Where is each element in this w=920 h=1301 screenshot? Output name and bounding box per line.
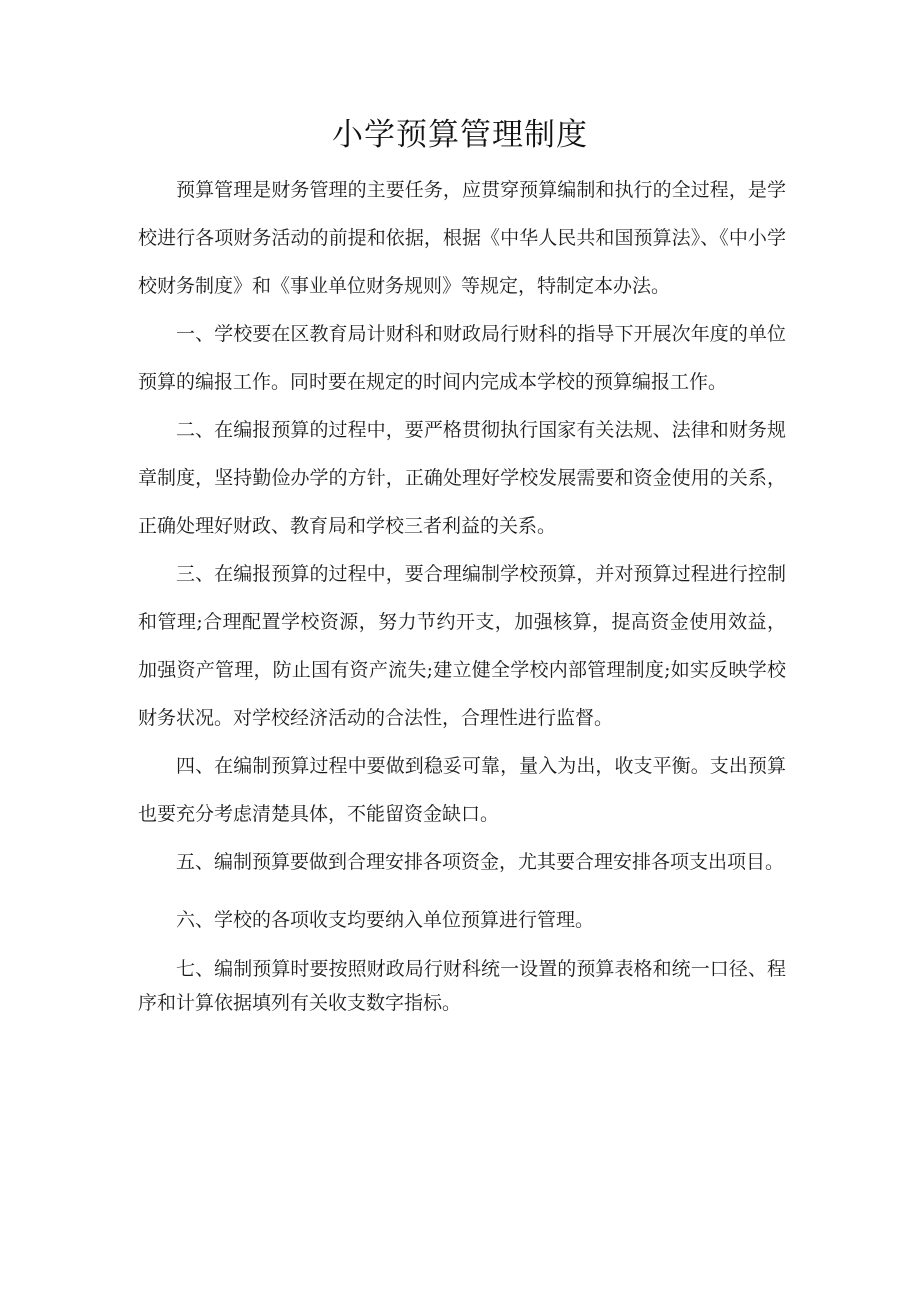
clause-5-paragraph: 五、编制预算要做到合理安排各项资金，尤其要合理安排各项支出项目。: [176, 851, 785, 873]
clause-2-paragraph: 二、在编报预算的过程中，要严格贯彻执行国家有关法规、法律和财务规章制度，坚持勤俭办学的方针，正确处理好学校发展需要和资金使用的关系，正确处理好财政、教育局和学校三者利益的关系。: [138, 419, 786, 537]
clause-3-paragraph: 三、在编报预算的过程中，要合理编制学校预算，并对预算过程进行控制和管理;合理配置学校资源，努力节约开支，加强核算，提高资金使用效益，加强资产管理，防止国有资产流失;建立健全学校内部管理制度;如实反映学校财务状况。对学校经济活动的合法性，合理性进行监督。: [138, 563, 786, 729]
clause-7-paragraph: 七、编制预算时要按照财政局行财科统一设置的预算表格和统一口径、程序和计算依据填列有关收支数字指标。: [138, 958, 786, 1014]
clause-1-paragraph: 一、学校要在区教育局计财科和财政局行财科的指导下开展次年度的单位预算的编报工作。同时要在规定的时间内完成本学校的预算编报工作。: [138, 323, 786, 393]
document-title: 小学预算管理制度: [332, 117, 588, 153]
document-body: [138, 166, 786, 1020]
clause-4-paragraph: 四、在编制预算过程中要做到稳妥可靠，量入为出，收支平衡。支出预算也要充分考虑清楚具体，不能留资金缺口。: [138, 755, 786, 825]
clause-6-paragraph: 六、学校的各项收支均要纳入单位预算进行管理。: [176, 909, 595, 931]
intro-paragraph: 预算管理是财务管理的主要任务，应贯穿预算编制和执行的全过程，是学校进行各项财务活动的前提和依据，根据《中华人民共和国预算法》、《中小学校财务制度》和《事业单位财务规则》等规定，特制定本办法。: [138, 179, 786, 297]
